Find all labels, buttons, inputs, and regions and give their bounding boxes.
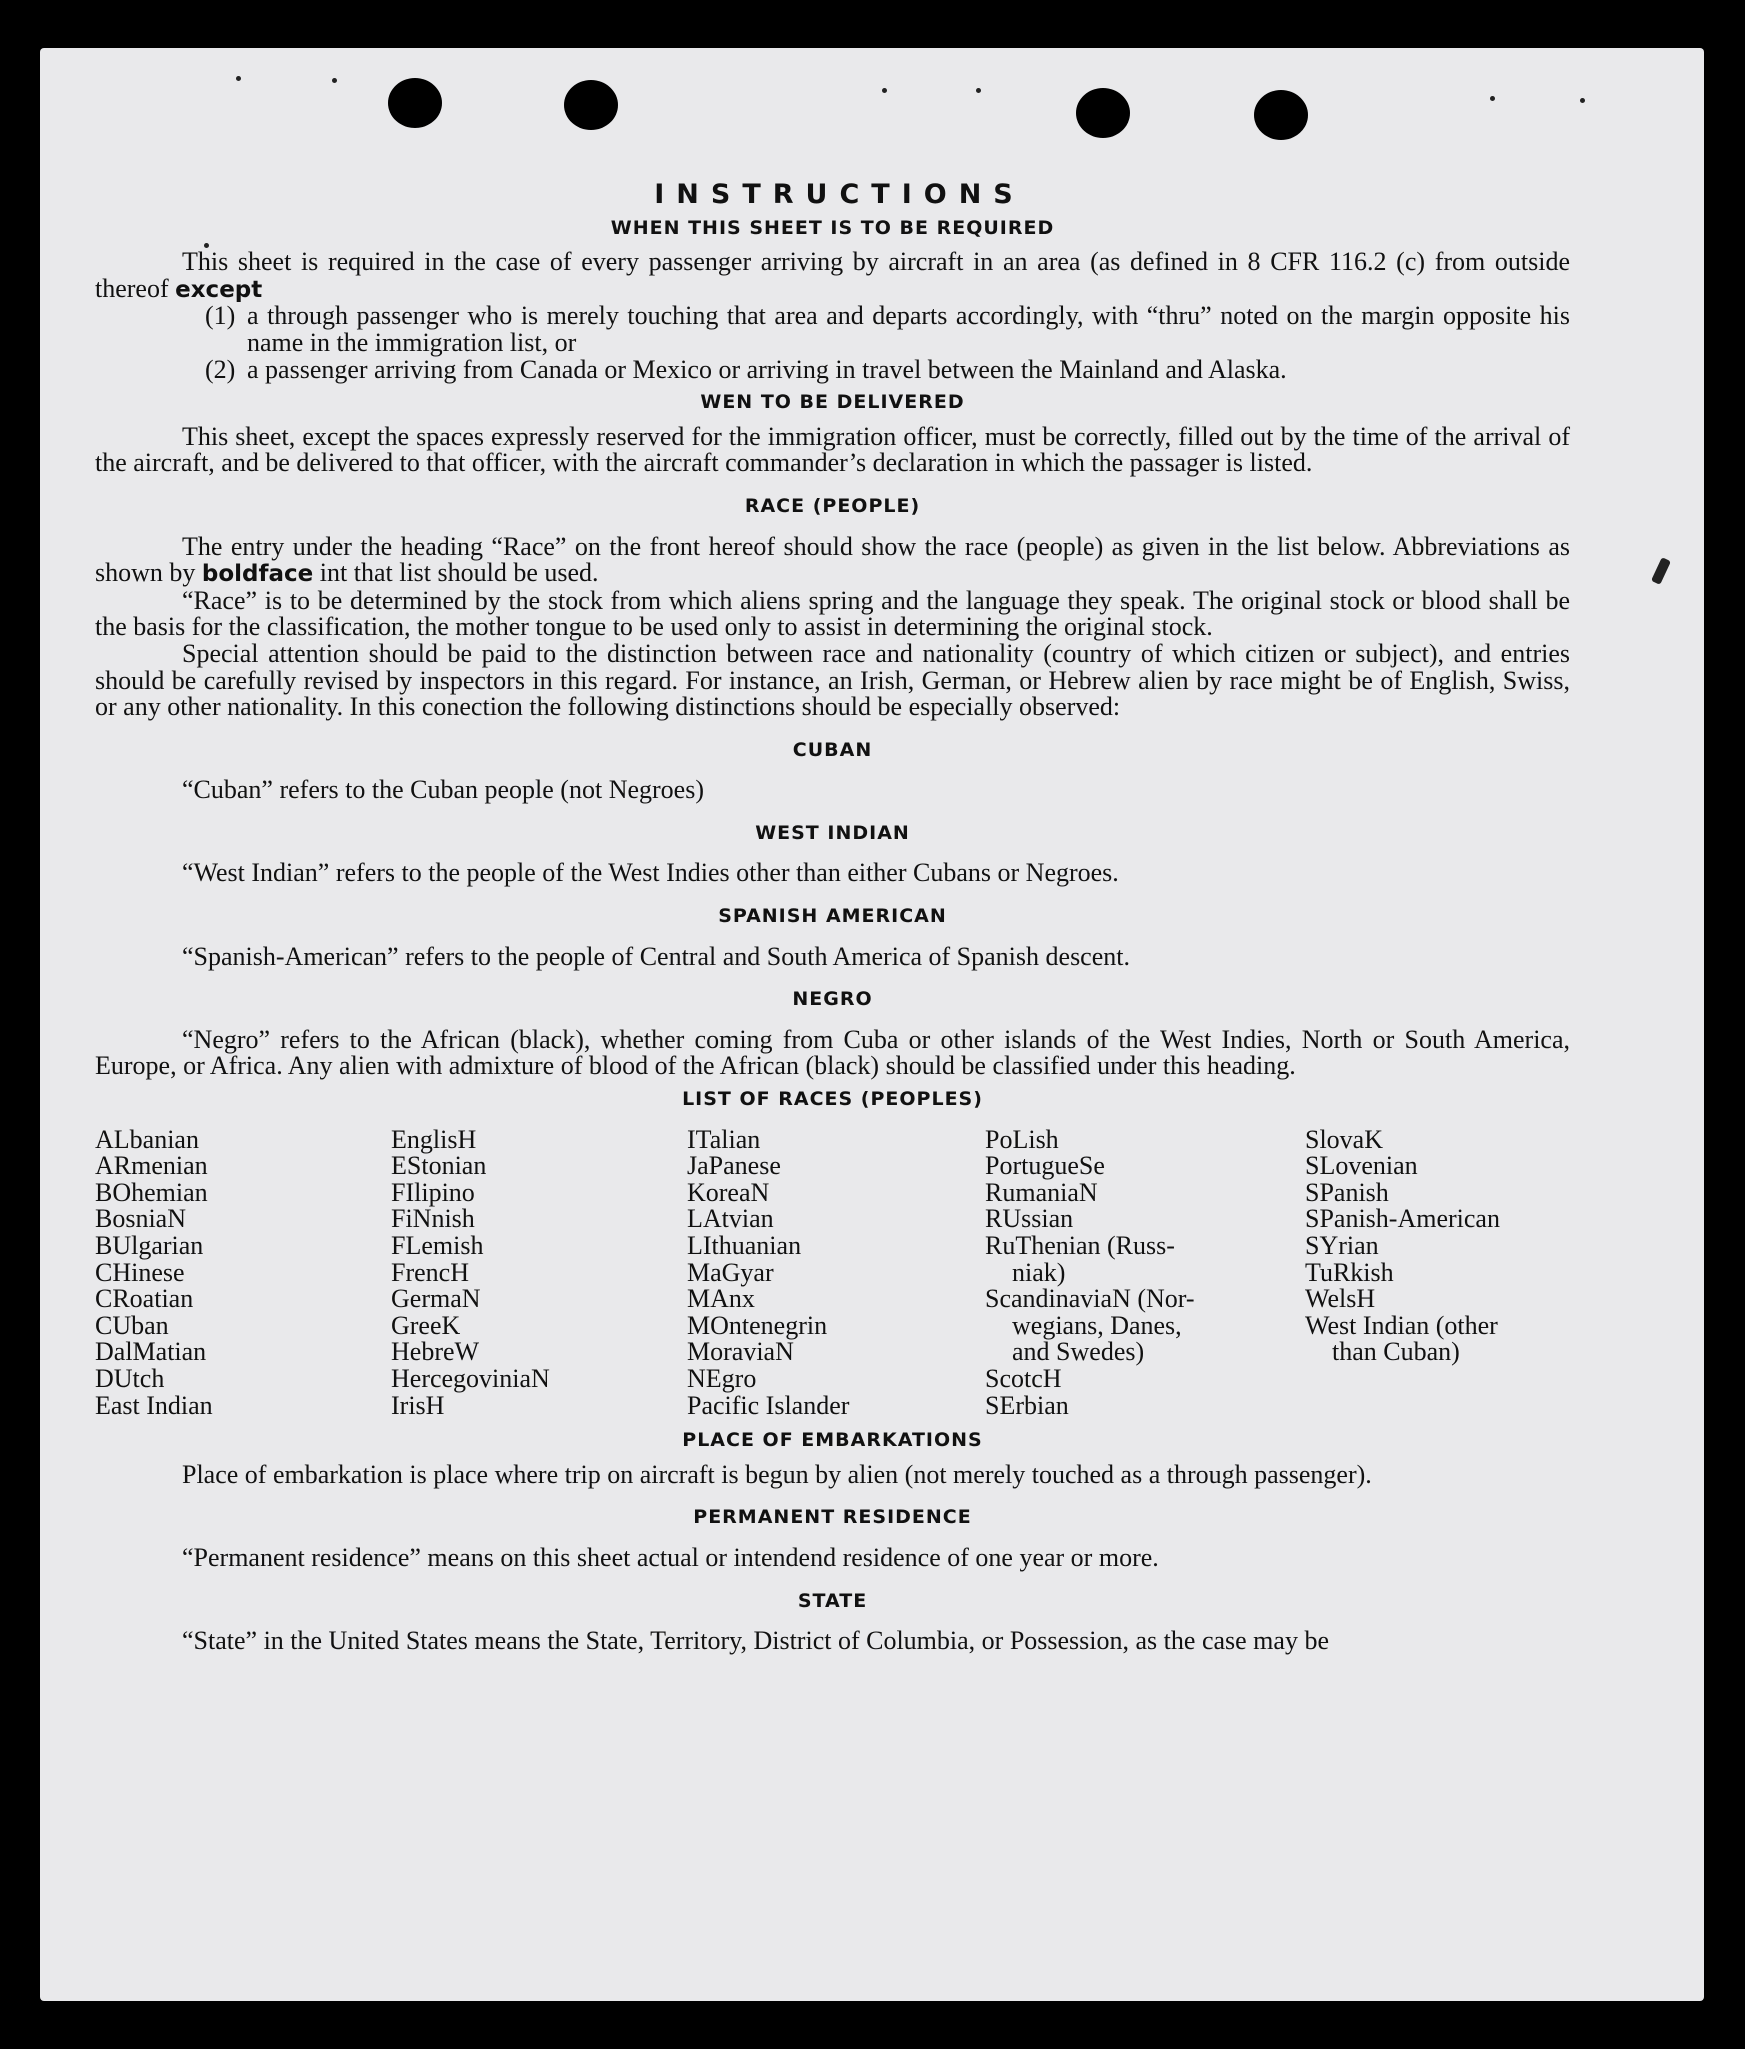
race-entry: WelsH — [1305, 1284, 1376, 1314]
race-entry: MaGyar — [687, 1257, 774, 1287]
paragraph-permanent-residence: “Permanent residence” means on this sheet actual or intendend residence of one year or more. — [182, 1542, 1159, 1572]
speck — [236, 76, 241, 81]
speck — [1490, 96, 1495, 101]
paragraph-when-delivered: This sheet, except the spaces expressly reserved for the immigration officer, must be correctly, filled out by the time of the arrival of the aircraft, and be delivered to that officer, with the aircraft commander’s declaration in which the passager is listed. — [95, 421, 1570, 478]
race-entry: DUtch — [95, 1363, 165, 1393]
paragraph-spanish-american: “Spanish-American” refers to the people of Central and South America of Spanish descent. — [182, 941, 1130, 971]
race-column — [1305, 1124, 1565, 1420]
race-entry: HebreW — [391, 1337, 480, 1367]
race-entry: MAnx — [687, 1284, 755, 1314]
race-entry: East Indian — [95, 1390, 213, 1420]
race-entry: LIthuanian — [687, 1231, 802, 1260]
punch-hole — [1076, 88, 1130, 138]
race-entry: EStonian — [391, 1151, 487, 1181]
race-entry: SPanish — [1305, 1177, 1389, 1207]
race-entry: SErbian — [985, 1390, 1069, 1420]
race-entry: RumaniaN — [985, 1177, 1098, 1207]
race-entry: DalMatian — [95, 1337, 207, 1367]
item-number: (1) — [205, 301, 236, 331]
race-column — [985, 1124, 1305, 1420]
race-entry: PoLish — [985, 1124, 1059, 1154]
race-entry: BOhemian — [95, 1177, 208, 1207]
race-entry: SPanish-American — [1305, 1204, 1500, 1234]
race-entry: EnglisH — [391, 1124, 477, 1154]
paragraph-embarkation: Place of embarkation is place where trip on aircraft is begun by alien (not merely touched as a through passenger). — [182, 1459, 1372, 1489]
race-entry: ScotcH — [985, 1363, 1062, 1393]
item-number: (2) — [205, 354, 236, 384]
list-item — [95, 354, 1570, 384]
paragraph-when-required: This sheet is required in the case of every passenger arriving by aircraft in an area (as defined in 8 CFR 116.2 (c) from outside thereof except — [95, 247, 1570, 303]
race-entry: FrencH — [391, 1257, 469, 1287]
race-entry: SLovenian — [1305, 1151, 1418, 1181]
item-text: a through passenger who is merely touching that area and departs accordingly, with “thru” noted on the margin opposite his name in the immigration list, or — [247, 301, 1570, 357]
heading-cuban: CUBAN — [792, 738, 873, 761]
punch-hole — [564, 80, 618, 130]
race-entry-continued: niak) — [1012, 1257, 1066, 1287]
paragraph-race-3: Special attention should be paid to the distinction between race and nationality (country of which citizen or subject), and entries should be carefully revised by inspectors in this regard. For instance, an Irish, German, or Hebrew alien by race might be of English, Swiss, or any other nationality. In this conection the following distinctions should be especially observed: — [95, 638, 1570, 722]
race-entry: West Indian (other — [1305, 1310, 1498, 1340]
page-title: INSTRUCTIONS — [654, 179, 1025, 210]
race-entry: NEgro — [687, 1363, 757, 1393]
boldface-word: boldface — [201, 561, 314, 588]
heading-permanent-residence: PERMANENT RESIDENCE — [693, 1506, 972, 1529]
heading-race: RACE (PEOPLE) — [744, 494, 921, 517]
race-entry: CUban — [95, 1310, 169, 1340]
race-entry: MoraviaN — [687, 1337, 794, 1367]
race-entry: ScandinaviaN (Nor- — [985, 1284, 1195, 1314]
ink-mark — [1651, 557, 1671, 585]
except-word: except — [175, 276, 263, 303]
race-entry: CRoatian — [95, 1284, 194, 1314]
paragraph-west-indian: “West Indian” refers to the people of the West Indies other than either Cubans or Negroes. — [182, 858, 1119, 888]
race-entry-continued: and Swedes) — [1012, 1337, 1145, 1367]
race-entry: RuThenian (Russ- — [985, 1231, 1175, 1260]
speck — [332, 78, 337, 83]
heading-west-indian: WEST INDIAN — [755, 821, 910, 844]
document-page — [40, 48, 1704, 2001]
paragraph-state: “State” in the United States means the State, Territory, District of Columbia, or Possession, as the case may be — [182, 1626, 1329, 1656]
heading-when-delivered: WEN TO BE DELIVERED — [700, 391, 965, 414]
heading-list-of-races: LIST OF RACES (PEOPLES) — [682, 1088, 983, 1111]
paragraph-race-2: “Race” is to be determined by the stock from which aliens spring and the language they speak. The original stock or blood shall be the basis for the classification, the mother tongue to be used only to assist in determining the original stock. — [95, 585, 1570, 642]
instructions-content — [95, 179, 1570, 1656]
race-entry: BosniaN — [95, 1204, 186, 1234]
race-entry-continued: than Cuban) — [1332, 1337, 1460, 1367]
race-entry: SlovaK — [1305, 1124, 1383, 1154]
race-entry: FiNnish — [391, 1204, 475, 1234]
race-entry: GreeK — [391, 1310, 461, 1340]
race-entry: IrisH — [391, 1390, 445, 1420]
race-column — [687, 1124, 985, 1420]
speck — [976, 88, 981, 93]
race-entry: TuRkish — [1305, 1257, 1394, 1287]
race-entry: LAtvian — [687, 1204, 774, 1234]
punch-hole — [388, 78, 442, 128]
race-entry: FLemish — [391, 1231, 484, 1260]
item-text: a passenger arriving from Canada or Mexico or arriving in travel between the Mainland and Alaska. — [247, 354, 1287, 384]
race-column — [95, 1124, 391, 1420]
race-entry: PortugueSe — [985, 1151, 1105, 1181]
speck — [882, 88, 887, 93]
heading-spanish-american: SPANISH AMERICAN — [718, 905, 947, 928]
paragraph-negro: “Negro” refers to the African (black), whether coming from Cuba or other islands of the West Indies, North or South America, Europe, or Africa. Any alien with admixture of blood of the African (black) should be classified under this heading. — [95, 1024, 1570, 1081]
race-entry: ALbanian — [95, 1124, 199, 1154]
race-entry: KoreaN — [687, 1177, 770, 1207]
heading-negro: NEGRO — [792, 988, 873, 1011]
race-entry: GermaN — [391, 1284, 481, 1314]
heading-embarkation: PLACE OF EMBARKATIONS — [682, 1429, 983, 1452]
race-entry: Pacific Islander — [687, 1390, 850, 1420]
heading-state: STATE — [797, 1589, 868, 1612]
punch-hole — [1254, 90, 1308, 140]
race-entry: BUlgarian — [95, 1231, 204, 1260]
race-column — [391, 1124, 687, 1420]
race-entry: ARmenian — [95, 1151, 208, 1181]
race-entry: CHinese — [95, 1257, 185, 1287]
race-entry: HercegoviniaN — [391, 1363, 550, 1393]
race-entry-continued: wegians, Danes, — [1012, 1310, 1182, 1340]
race-entry: MOntenegrin — [687, 1310, 828, 1340]
race-entry: FIlipino — [391, 1177, 475, 1207]
race-entry: ITalian — [687, 1124, 761, 1154]
list-item — [95, 303, 1570, 356]
speck — [1580, 98, 1585, 103]
race-entry: SYrian — [1305, 1231, 1379, 1260]
heading-when-required: WHEN THIS SHEET IS TO BE REQUIRED — [610, 216, 1055, 239]
race-entry: RUssian — [985, 1204, 1074, 1234]
paragraph-race-1: The entry under the heading “Race” on the front hereof should show the race (people) as given in the list below. Abbreviations as shown by boldface int that list should be used. — [95, 531, 1570, 588]
race-entry: JaPanese — [687, 1151, 781, 1181]
race-list — [95, 1124, 1570, 1420]
paragraph-cuban: “Cuban” refers to the Cuban people (not Negroes) — [182, 775, 704, 805]
